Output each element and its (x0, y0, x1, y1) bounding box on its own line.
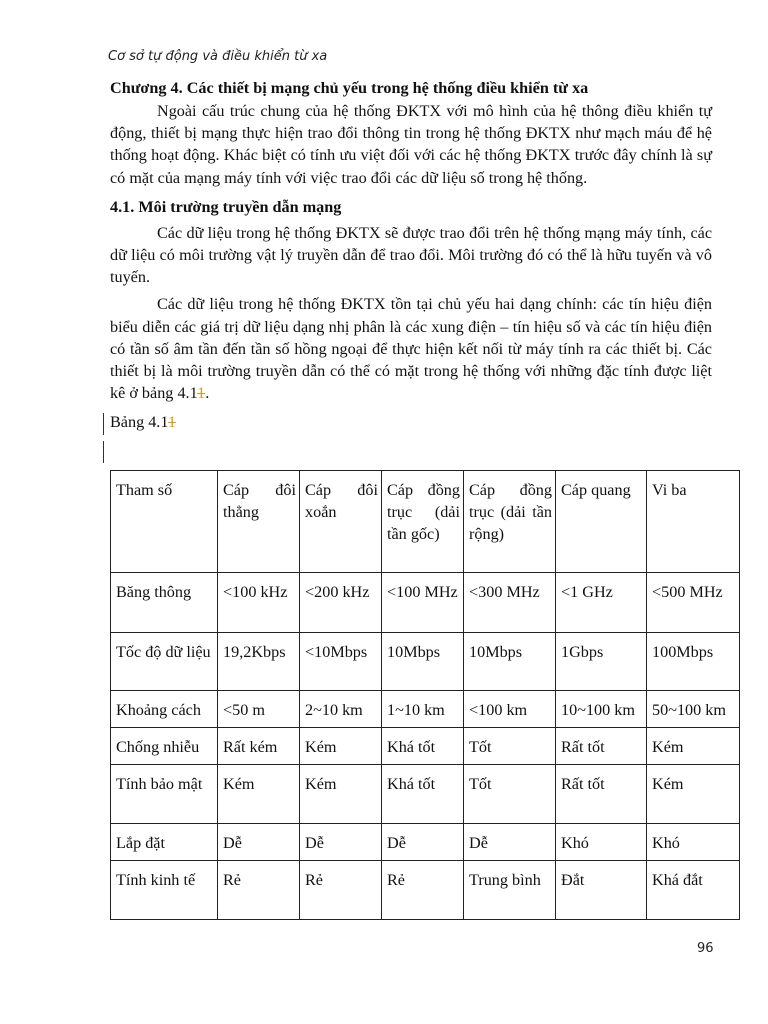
table-row (111, 691, 740, 728)
table-cell: Khá tốt (382, 728, 464, 765)
table-cell: Tốt (464, 728, 556, 765)
table-cell: <500 MHz (647, 573, 740, 633)
table-cell: 1~10 km (382, 691, 464, 728)
table-header-row (111, 471, 740, 573)
table-cell: Dễ (382, 824, 464, 861)
intro-paragraph: Ngoài cấu trúc chung của hệ thống ĐKTX với mô hình của hệ thông điều khiển tự động, thiết bị mạng thực hiện trao đổi thông tin trong hệ thống ĐKTX như mạch máu để hệ thống hoạt động. Khác biệt có tính ưu việt đối với các hệ thống ĐKTX trước đây chính là sự có mặt của mạng máy tính với việc trao đổi các dữ liệu số trong hệ thống. (110, 102, 712, 187)
table-cell: Khó (647, 824, 740, 861)
table-cell: Rẻ (218, 861, 300, 920)
table-row (111, 824, 740, 861)
revision-mark: 1 (197, 384, 206, 403)
table-cell: Khó (556, 824, 647, 861)
table-cell: Dễ (300, 824, 382, 861)
table-cell: Rất tốt (556, 728, 647, 765)
table-cell: 10~100 km (556, 691, 647, 728)
table-cell: Rẻ (300, 861, 382, 920)
table-row (111, 765, 740, 824)
table-cell: 2~10 km (300, 691, 382, 728)
table-cell: Trung bình (464, 861, 556, 920)
table-cell: <200 kHz (300, 573, 382, 633)
change-bar (103, 441, 104, 463)
table-cell: <10Mbps (300, 633, 382, 691)
table-caption (110, 409, 712, 435)
section-paragraph (110, 293, 712, 404)
table-row (111, 861, 740, 920)
table-cell: 100Mbps (647, 633, 740, 691)
paragraph-end: . (205, 384, 210, 403)
row-label: Tính bảo mật (111, 765, 218, 824)
table-cell: Khá đắt (647, 861, 740, 920)
header-cell: Cáp đồng trục (dải tần rộng) (464, 471, 556, 573)
header-cell: Cáp đồng trục (dải tần gốc) (382, 471, 464, 573)
row-label: Tính kinh tế (111, 861, 218, 920)
table-row (111, 573, 740, 633)
page-body (110, 76, 712, 435)
table-cell: <100 MHz (382, 573, 464, 633)
table-cell: Tốt (464, 765, 556, 824)
change-bar (103, 413, 104, 435)
header-cell: Cáp quang (556, 471, 647, 573)
row-label: Chống nhiễu (111, 728, 218, 765)
chapter-title: Chương 4. Các thiết bị mạng chủ yếu trong hệ thống điều khiển từ xa (110, 79, 589, 97)
table-caption-text: Bảng 4.1 (110, 413, 168, 432)
header-cell: Cáp đôi xoắn (300, 471, 382, 573)
header-cell: Cáp đôi thẳng (218, 471, 300, 573)
section-title: 4.1. Môi trường truyền dẫn mạng (110, 197, 342, 216)
table-cell: <50 m (218, 691, 300, 728)
table-cell: Rất kém (218, 728, 300, 765)
table-cell: Khá tốt (382, 765, 464, 824)
table-cell: Kém (647, 728, 740, 765)
table-cell: <100 kHz (218, 573, 300, 633)
table-cell: Kém (647, 765, 740, 824)
table-cell: Dễ (464, 824, 556, 861)
table-cell: Dễ (218, 824, 300, 861)
row-label: Tốc độ dữ liệu (111, 633, 218, 691)
table-cell: <1 GHz (556, 573, 647, 633)
revision-mark: 1 (167, 413, 176, 432)
table-cell: <300 MHz (464, 573, 556, 633)
table-cell: <100 km (464, 691, 556, 728)
row-label: Lắp đặt (111, 824, 218, 861)
table-row (111, 728, 740, 765)
row-label: Khoảng cách (111, 691, 218, 728)
row-label: Băng thông (111, 573, 218, 633)
header-cell: Tham số (111, 471, 218, 573)
section-paragraph: Các dữ liệu trong hệ thống ĐKTX sẽ được trao đổi trên hệ thống mạng máy tính, các dữ liệu có môi trường vật lý truyền dẫn để trao đổi. Môi trường đó có thể là hữu tuyến và vô tuyến. (110, 223, 712, 287)
table-cell: 10Mbps (464, 633, 556, 691)
table-cell: Rất tốt (556, 765, 647, 824)
transmission-media-table (110, 470, 740, 920)
table-cell: Đắt (556, 861, 647, 920)
page-number: 96 (697, 941, 714, 956)
paragraph-text: Các dữ liệu trong hệ thống ĐKTX tồn tại chủ yếu hai dạng chính: các tín hiệu điện biểu diễn các giá trị dữ liệu dạng nhị phân là các xung điện – tín hiệu số và các tín hiệu điện có tần số âm tần đến tần số hồng ngoại để thực hiện kết nối từ máy tính ra các thiết bị. Các thiết bị là môi trường truyền dẫn có thể có mặt trong hệ thống với những đặc tính được liệt kê ở bảng 4.1 (110, 295, 712, 403)
table-cell: Kém (218, 765, 300, 824)
table-cell: Kém (300, 765, 382, 824)
running-header: Cơ sở tự động và điều khiển từ xa (108, 49, 328, 64)
table-cell: Rẻ (382, 861, 464, 920)
table-row (111, 633, 740, 691)
table-cell: 1Gbps (556, 633, 647, 691)
table-cell: 50~100 km (647, 691, 740, 728)
table-cell: Kém (300, 728, 382, 765)
header-cell: Vi ba (647, 471, 740, 573)
table-cell: 10Mbps (382, 633, 464, 691)
table-cell: 19,2Kbps (218, 633, 300, 691)
